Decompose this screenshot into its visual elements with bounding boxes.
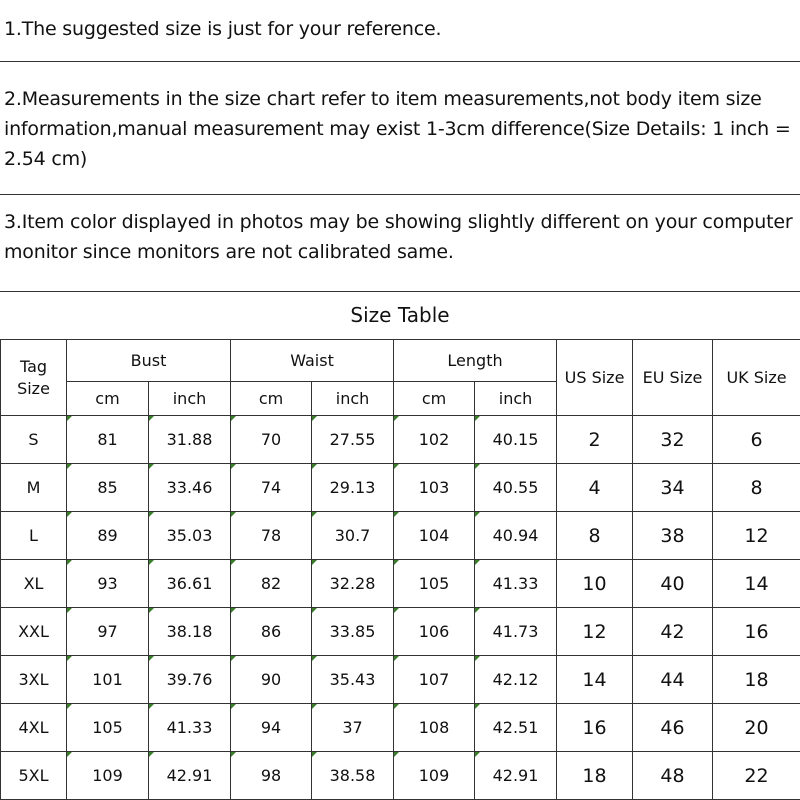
cell-us-size: 8 bbox=[557, 512, 633, 560]
table-row bbox=[1, 608, 800, 656]
subheader-length-inch: inch bbox=[475, 382, 557, 416]
header-row bbox=[1, 340, 800, 382]
cell-bust-cm: 105 bbox=[67, 704, 149, 752]
cell-tag-size: S bbox=[1, 416, 67, 464]
cell-uk-size: 20 bbox=[713, 704, 800, 752]
cell-bust-cm: 101 bbox=[67, 656, 149, 704]
cell-length-inch: 41.73 bbox=[475, 608, 557, 656]
note-measurement-difference: 2.Measurements in the size chart refer to item measurements,not body item size information,manual measurement may exist 1-3cm difference(Size Details: 1 inch = 2.54 cm) bbox=[0, 61, 800, 194]
header-tag-size: Tag Size bbox=[1, 340, 67, 416]
subheader-length-cm: cm bbox=[394, 382, 475, 416]
cell-eu-size: 46 bbox=[633, 704, 713, 752]
cell-waist-inch: 27.55 bbox=[312, 416, 394, 464]
cell-tag-size: 3XL bbox=[1, 656, 67, 704]
cell-length-cm: 103 bbox=[394, 464, 475, 512]
cell-bust-cm: 89 bbox=[67, 512, 149, 560]
cell-eu-size: 40 bbox=[633, 560, 713, 608]
cell-waist-inch: 37 bbox=[312, 704, 394, 752]
subheader-bust-cm: cm bbox=[67, 382, 149, 416]
cell-eu-size: 42 bbox=[633, 608, 713, 656]
cell-us-size: 10 bbox=[557, 560, 633, 608]
cell-length-cm: 107 bbox=[394, 656, 475, 704]
header-length: Length bbox=[394, 340, 557, 382]
cell-length-inch: 41.33 bbox=[475, 560, 557, 608]
cell-length-inch: 42.51 bbox=[475, 704, 557, 752]
cell-waist-cm: 86 bbox=[231, 608, 312, 656]
cell-eu-size: 44 bbox=[633, 656, 713, 704]
cell-length-cm: 108 bbox=[394, 704, 475, 752]
cell-length-cm: 105 bbox=[394, 560, 475, 608]
cell-us-size: 16 bbox=[557, 704, 633, 752]
cell-length-cm: 109 bbox=[394, 752, 475, 800]
cell-waist-cm: 94 bbox=[231, 704, 312, 752]
size-table-title: Size Table bbox=[0, 291, 800, 339]
cell-length-inch: 42.12 bbox=[475, 656, 557, 704]
cell-bust-cm: 93 bbox=[67, 560, 149, 608]
table-row bbox=[1, 464, 800, 512]
cell-us-size: 18 bbox=[557, 752, 633, 800]
cell-eu-size: 34 bbox=[633, 464, 713, 512]
cell-length-inch: 40.94 bbox=[475, 512, 557, 560]
cell-bust-cm: 97 bbox=[67, 608, 149, 656]
cell-uk-size: 18 bbox=[713, 656, 800, 704]
note-suggested-size: 1.The suggested size is just for your reference. bbox=[0, 0, 800, 61]
cell-bust-inch: 31.88 bbox=[149, 416, 231, 464]
cell-waist-inch: 30.7 bbox=[312, 512, 394, 560]
cell-length-inch: 42.91 bbox=[475, 752, 557, 800]
header-waist: Waist bbox=[231, 340, 394, 382]
cell-length-inch: 40.15 bbox=[475, 416, 557, 464]
cell-us-size: 12 bbox=[557, 608, 633, 656]
subheader-waist-inch: inch bbox=[312, 382, 394, 416]
cell-bust-inch: 33.46 bbox=[149, 464, 231, 512]
cell-us-size: 2 bbox=[557, 416, 633, 464]
cell-bust-inch: 42.91 bbox=[149, 752, 231, 800]
cell-bust-cm: 85 bbox=[67, 464, 149, 512]
table-row bbox=[1, 560, 800, 608]
size-table bbox=[0, 339, 800, 800]
table-row bbox=[1, 704, 800, 752]
cell-length-cm: 106 bbox=[394, 608, 475, 656]
subheader-bust-inch: inch bbox=[149, 382, 231, 416]
cell-bust-inch: 35.03 bbox=[149, 512, 231, 560]
cell-tag-size: L bbox=[1, 512, 67, 560]
header-uk-size: UK Size bbox=[713, 340, 800, 416]
cell-bust-inch: 36.61 bbox=[149, 560, 231, 608]
cell-waist-cm: 90 bbox=[231, 656, 312, 704]
cell-eu-size: 32 bbox=[633, 416, 713, 464]
cell-tag-size: XXL bbox=[1, 608, 67, 656]
cell-waist-inch: 32.28 bbox=[312, 560, 394, 608]
cell-waist-cm: 98 bbox=[231, 752, 312, 800]
header-us-size: US Size bbox=[557, 340, 633, 416]
cell-length-cm: 102 bbox=[394, 416, 475, 464]
cell-length-inch: 40.55 bbox=[475, 464, 557, 512]
cell-us-size: 14 bbox=[557, 656, 633, 704]
cell-eu-size: 38 bbox=[633, 512, 713, 560]
cell-waist-inch: 33.85 bbox=[312, 608, 394, 656]
cell-tag-size: 4XL bbox=[1, 704, 67, 752]
cell-waist-cm: 74 bbox=[231, 464, 312, 512]
cell-tag-size: XL bbox=[1, 560, 67, 608]
cell-waist-cm: 78 bbox=[231, 512, 312, 560]
cell-eu-size: 48 bbox=[633, 752, 713, 800]
cell-uk-size: 22 bbox=[713, 752, 800, 800]
cell-length-cm: 104 bbox=[394, 512, 475, 560]
cell-tag-size: 5XL bbox=[1, 752, 67, 800]
subheader-waist-cm: cm bbox=[231, 382, 312, 416]
cell-bust-inch: 38.18 bbox=[149, 608, 231, 656]
table-row bbox=[1, 416, 800, 464]
cell-uk-size: 16 bbox=[713, 608, 800, 656]
cell-us-size: 4 bbox=[557, 464, 633, 512]
cell-uk-size: 8 bbox=[713, 464, 800, 512]
note-color-difference: 3.Item color displayed in photos may be showing slightly different on your computer monitor since monitors are not calibrated same. bbox=[0, 194, 800, 291]
header-bust: Bust bbox=[67, 340, 231, 382]
header-eu-size: EU Size bbox=[633, 340, 713, 416]
cell-bust-cm: 109 bbox=[67, 752, 149, 800]
cell-uk-size: 14 bbox=[713, 560, 800, 608]
cell-waist-inch: 38.58 bbox=[312, 752, 394, 800]
cell-waist-cm: 70 bbox=[231, 416, 312, 464]
cell-waist-inch: 35.43 bbox=[312, 656, 394, 704]
cell-waist-inch: 29.13 bbox=[312, 464, 394, 512]
cell-bust-inch: 39.76 bbox=[149, 656, 231, 704]
table-row bbox=[1, 656, 800, 704]
cell-bust-inch: 41.33 bbox=[149, 704, 231, 752]
cell-tag-size: M bbox=[1, 464, 67, 512]
cell-uk-size: 12 bbox=[713, 512, 800, 560]
table-row bbox=[1, 512, 800, 560]
cell-waist-cm: 82 bbox=[231, 560, 312, 608]
cell-uk-size: 6 bbox=[713, 416, 800, 464]
table-row bbox=[1, 752, 800, 800]
cell-bust-cm: 81 bbox=[67, 416, 149, 464]
